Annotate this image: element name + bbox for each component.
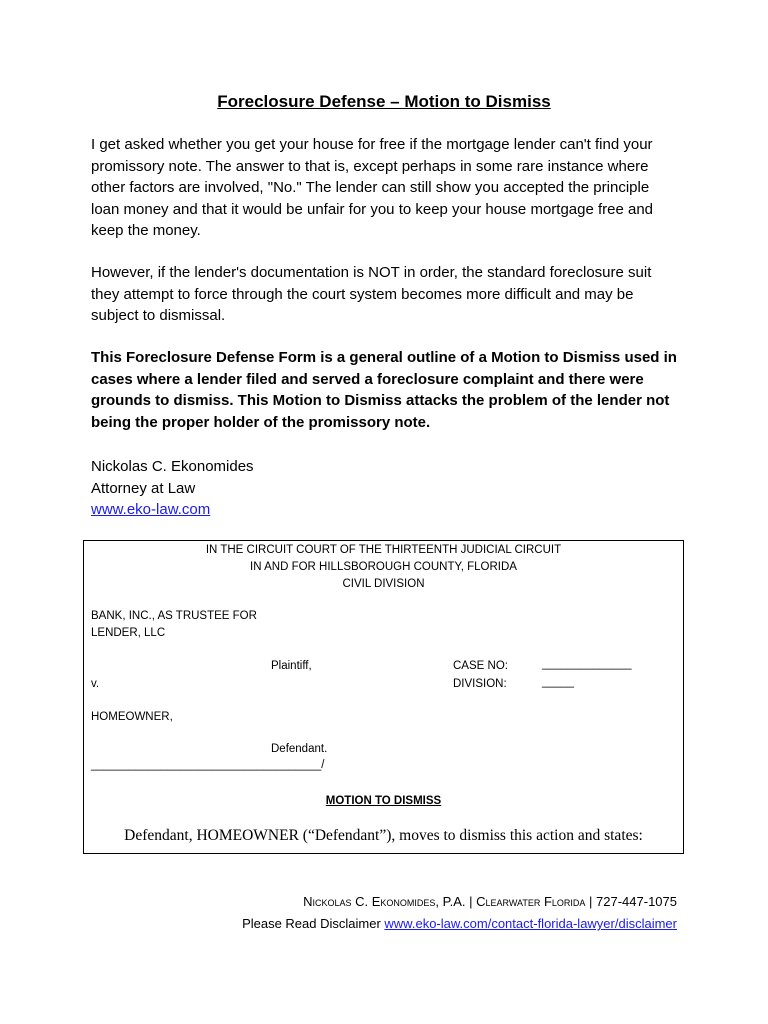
attorney-role: Attorney at Law xyxy=(91,479,196,497)
document-title: Foreclosure Defense – Motion to Dismiss xyxy=(217,92,551,111)
caption-signature-line: ____________________________________/ xyxy=(91,759,325,771)
motion-title: MOTION TO DISMISS xyxy=(325,795,442,807)
plaintiff-label: Plaintiff, xyxy=(271,660,312,672)
footer-disclaimer xyxy=(242,916,677,931)
case-no-blank: ______________ xyxy=(542,658,632,670)
plaintiff-name-line1: BANK, INC., AS TRUSTEE FOR xyxy=(91,610,257,622)
court-heading-line2: IN AND FOR HILLSBOROUGH COUNTY, FLORIDA xyxy=(250,561,517,573)
court-heading-line3: CIVIL DIVISION xyxy=(342,578,425,590)
plaintiff-name-line2: LENDER, LLC xyxy=(91,627,166,639)
defendant-label: Defendant. xyxy=(271,743,328,755)
footer-firm-info: Nickolas C. Ekonomides, P.A. | Clearwater Florida | 727-447-1075 xyxy=(303,894,677,909)
defendant-name: HOMEOWNER, xyxy=(91,711,173,723)
attorney-name: Nickolas C. Ekonomides xyxy=(91,458,254,475)
website-link[interactable]: www.eko-law.com xyxy=(91,501,211,518)
court-heading-line1: IN THE CIRCUIT COURT OF THE THIRTEENTH JUDICIAL CIRCUIT xyxy=(205,544,562,556)
disclaimer-link[interactable]: www.eko-law.com/contact-florida-lawyer/disclaimer xyxy=(384,916,677,931)
documentation-paragraph: However, if the lender's documentation is NOT in order, the standard foreclosure suit they attempt to force through the court system becomes more difficult and may be subject to dismissal. xyxy=(91,264,652,324)
motion-form-box xyxy=(83,540,684,854)
division-label: DIVISION: xyxy=(453,678,507,690)
signature-block xyxy=(91,456,254,521)
division-blank: _____ xyxy=(542,676,574,688)
form-description-paragraph: This Foreclosure Defense Form is a general outline of a Motion to Dismiss used in cases where a lender filed and served a foreclosure complaint and there were grounds to dismiss. This Motion to Dismiss attacks the problem of the lender not being the proper holder of the promissory note. xyxy=(91,349,677,431)
intro-paragraph: I get asked whether you get your house for free if the mortgage lender can't find your promissory note. The answer to that is, except perhaps in some rare instance where other factors are involved, "No." The lender can still show you accepted the principle loan money and that it would be unfair for you to keep your house mortgage free and keep the money. xyxy=(91,136,654,239)
versus-label: v. xyxy=(91,678,100,690)
motion-body: Defendant, HOMEOWNER (“Defendant”), moves to dismiss this action and states: xyxy=(124,827,643,844)
case-no-label: CASE NO: xyxy=(453,660,508,672)
disclaimer-prefix: Please Read Disclaimer xyxy=(242,916,385,931)
